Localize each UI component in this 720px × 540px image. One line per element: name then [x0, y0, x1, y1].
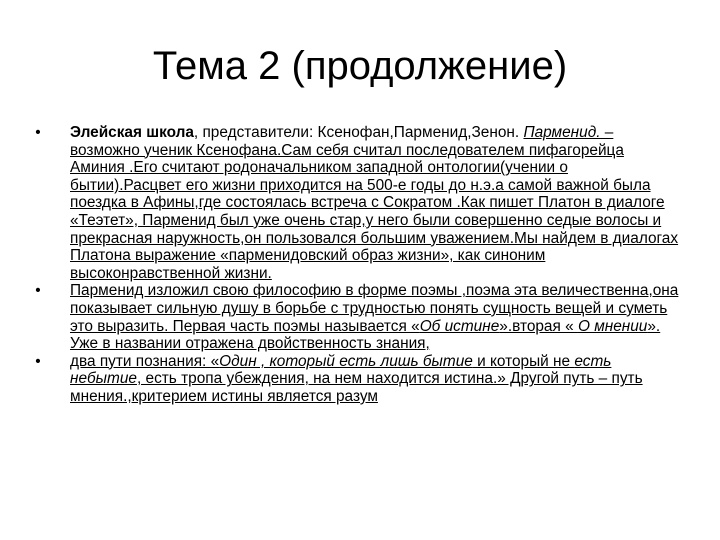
slide-title: Тема 2 (продолжение) [152, 44, 568, 88]
text-run: Парменид изложил свою философию в форме поэмы ,поэма эта величественна,она показывает сильную душу в борьбе с трудностью понять сущность вещей и суметь это выразить. Первая часть поэмы называется « [70, 282, 679, 335]
text-run: Об истине [419, 317, 500, 335]
text-run: , представители: Ксенофан,Парменид,Зенон. [193, 124, 524, 141]
bullet-item-1 [30, 124, 682, 282]
text-run: и который не [472, 352, 575, 370]
bullet-dot-icon: • [35, 282, 41, 300]
text-run: , есть тропа убеждения, на нем находится истина.» Другой путь – путь мнения.,критерием истины является разум [70, 370, 643, 405]
bullet-text-1 [70, 124, 678, 282]
text-run: есть небытие [70, 352, 612, 388]
text-run: ». Уже в названии отражена двойственность знания, [70, 317, 661, 353]
bullet-text-3 [70, 353, 643, 405]
text-run: – возможно ученик Ксенофана.Сам себя считал последователем пифагорейца Аминия .Его считают родоначальником западной онтологии(учении о бытии).Расцвет его жизни приходится на 500-е годы до н.э.а самой важной была поездка в Афины,где состоялась встреча с Сократом .Как пишет Платон в диалоге «Теэтет», Парменид был уже очень стар,у него были совершенно седые волосы и прекрасная наружность,он пользовался большим уважением.Мы найдем в диалогах Платона выражение «парменидовский образ жизни», как синоним высоконравственной жизни. [70, 124, 679, 282]
text-run: Парменид. [523, 124, 601, 141]
bullet-list [30, 124, 682, 406]
bullet-dot-icon: • [35, 124, 41, 141]
text-run: О мнении [577, 317, 648, 335]
text-run: Один , который есть лишь бытие [219, 352, 473, 370]
bullet-item-2 [30, 282, 682, 352]
bullet-item-3 [30, 353, 682, 406]
text-run: два пути познания: « [70, 352, 220, 370]
text-run: ».вторая « [499, 317, 578, 335]
text-run: Элейская школа [70, 124, 194, 141]
bullet-dot-icon: • [35, 352, 41, 370]
bullet-text-2 [70, 282, 678, 352]
